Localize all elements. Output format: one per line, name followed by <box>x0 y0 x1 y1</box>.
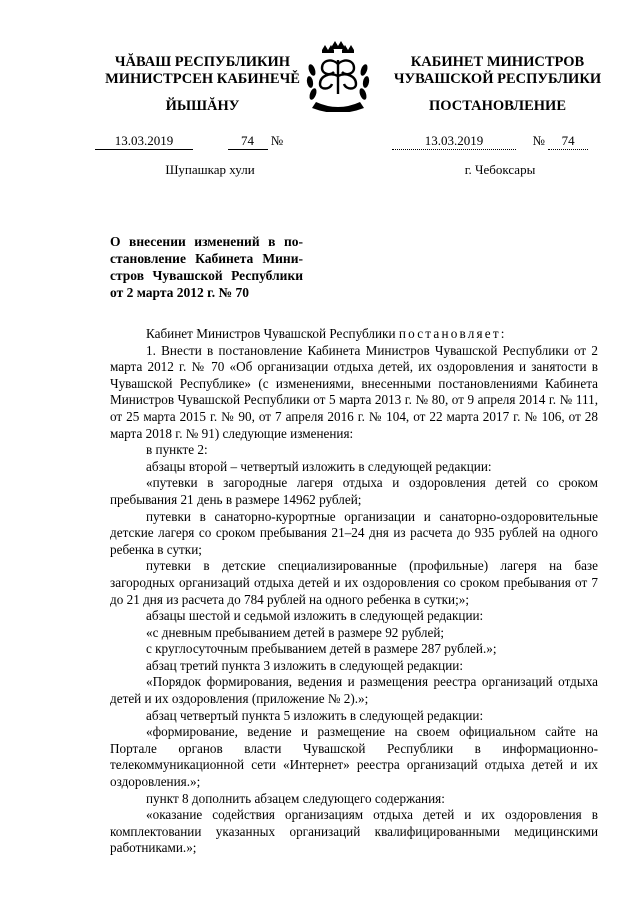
right-header-line2: ЧУВАШСКОЙ РЕСПУБЛИКИ <box>393 71 602 87</box>
body-paragraph: «с дневным пребыванием детей в размере 92 рублей; <box>146 624 445 640</box>
title-line-3: стров Чувашской Республики <box>110 268 303 283</box>
chuvashia-emblem-icon <box>300 40 376 112</box>
intro-spaced-verb: постановляет: <box>398 326 507 341</box>
body-paragraph: абзацы шестой и седьмой изложить в следующей редакции: <box>146 608 484 624</box>
left-number-line <box>95 133 325 150</box>
body-paragraph: с круглосуточным пребыванием детей в размере 287 рублей.»; <box>146 641 497 657</box>
body-paragraph: путевки в санаторно-курортные организации и санаторно-оздоровительные детские лагеря со сроком пребывания 21–24 дня из расчета до 935 рублей на одного ребенка в сутки; <box>110 508 598 557</box>
body-paragraph: пункт 8 дополнить абзацем следующего содержания: <box>146 790 445 806</box>
body-paragraph: в пункте 2: <box>146 442 208 458</box>
left-doc-type: ЙЫШĂНУ <box>165 98 240 114</box>
right-number-line <box>392 133 612 150</box>
body-paragraph: путевки в детские специализированные (профильные) лагеря на базе загородных организаций отдыха детей и их оздоровления со сроком пребывания от 7 до 21 дня из расчета до 784 рублей на одного ребенка в сутки;»; <box>110 558 598 607</box>
left-header-title <box>95 54 310 88</box>
left-date: 13.03.2019 <box>95 133 193 150</box>
document-body <box>110 326 598 857</box>
title-line-2: становление Кабинета Мини- <box>110 251 303 266</box>
left-number: 74 <box>228 133 268 150</box>
left-header-line1: ЧĂВАШ РЕСПУБЛИКИН <box>114 54 291 70</box>
right-date: 13.03.2019 <box>392 133 516 150</box>
body-paragraph: абзац четвертый пункта 5 изложить в следующей редакции: <box>146 707 484 723</box>
document-title <box>110 233 303 301</box>
body-paragraph: абзац третий пункта 3 изложить в следующей редакции: <box>146 657 464 673</box>
title-line-4: от 2 марта 2012 г. № 70 <box>110 285 249 300</box>
body-paragraph: «путевки в загородные лагеря отдыха и оздоровления детей со сроком пребывания 21 день в размере 14962 рублей; <box>110 475 598 507</box>
right-place: г. Чебоксары <box>464 162 536 177</box>
body-paragraph: 1. Внести в постановление Кабинета Министров Чувашской Республики от 2 марта 2012 г. № 70 «Об организации отдыха детей, их оздоровления и занятости в Чувашской Республике» (с изменениями, внесенными постановлениями Кабинета Министров Чувашской Республики от 5 марта 2013 г. № 80, от 9 апреля 2014 г. № 111, от 25 марта 2015 г. № 90, от 7 апреля 2016 г. № 104, от 22 марта 2017 г. № 106, от 28 марта 2018 г. № 91) следующие изменения: <box>110 342 598 441</box>
right-header-line1: КАБИНЕТ МИНИСТРОВ <box>410 54 585 70</box>
right-header-title <box>385 54 610 88</box>
body-paragraph: «Порядок формирования, ведения и размещения реестра организаций отдыха детей и их оздоровления (приложение № 2).»; <box>110 674 598 707</box>
body-paragraph: абзацы второй – четвертый изложить в следующей редакции: <box>146 458 492 474</box>
left-header-line2: МИНИСТРСЕН КАБИНЕЧĚ <box>105 71 300 87</box>
right-number-sign: № <box>532 133 545 148</box>
left-number-sign: № <box>270 133 284 148</box>
left-place: Шупашкар хули <box>165 162 255 177</box>
intro-paragraph <box>110 326 598 343</box>
right-doc-type: ПОСТАНОВЛЕНИЕ <box>428 98 566 114</box>
body-paragraph: «оказание содействия организациям отдыха детей и их оздоровления в комплектовании указанных организаций квалифицированными медицинскими работниками.»; <box>110 807 598 856</box>
right-number: 74 <box>548 133 588 150</box>
body-paragraph: «формирование, ведение и размещение на своем официальном сайте на Портале органов власти Чувашской Республики в информационно-телекоммуникационной сети «Интернет» реестра организаций отдыха детей и их оздоровления.»; <box>110 724 598 790</box>
title-line-1: О внесении изменений в по- <box>110 234 303 249</box>
intro-prefix: Кабинет Министров Чувашской Республики <box>146 326 396 341</box>
